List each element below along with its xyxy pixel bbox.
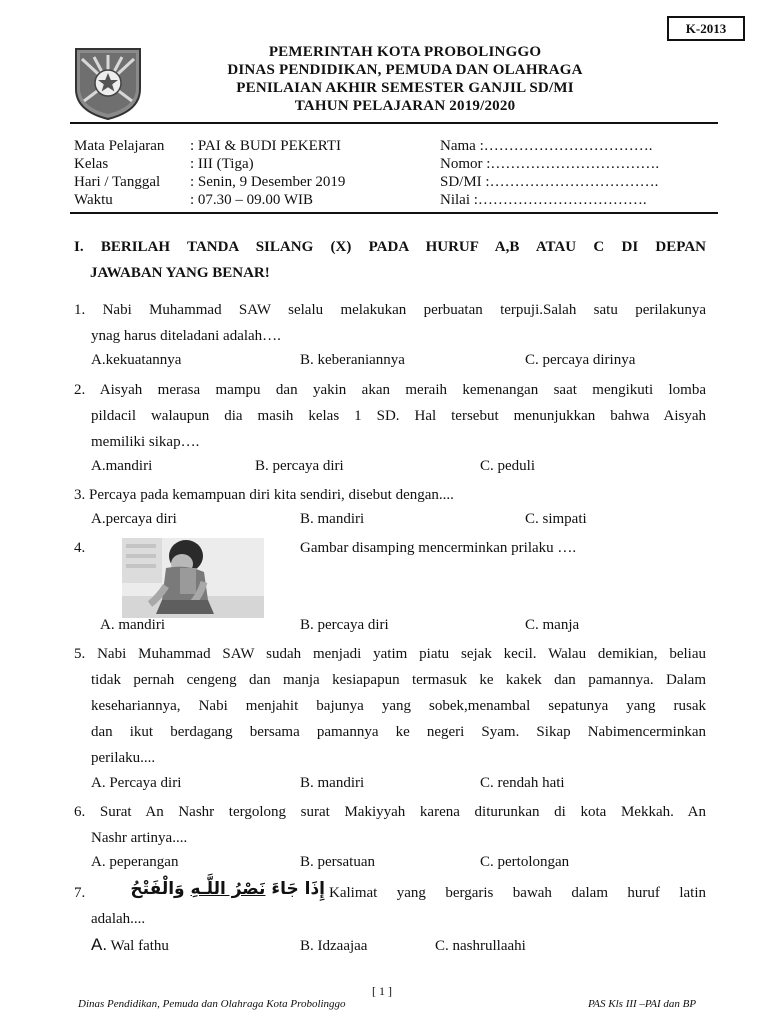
q1-text-line1: 1. Nabi Muhammad SAW selalu melakukan perbuatan terpuji.Salah satu perilakunya: [74, 302, 706, 318]
q6-option-b: B. persatuan: [300, 854, 375, 870]
q2-option-b: B. percaya diri: [255, 458, 344, 474]
city-emblem-logo: [72, 45, 144, 121]
class-label: Kelas: [74, 156, 109, 172]
q3-text: 3. Percaya pada kemampuan diri kita sendiri, disebut dengan....: [74, 487, 454, 503]
q6-option-a: A. peperangan: [91, 854, 179, 870]
child-cleaning-floor-image: [122, 538, 264, 618]
subject-value: : PAI & BUDI PEKERTI: [190, 138, 342, 154]
curriculum-code-label: K-2013: [667, 16, 745, 41]
subject-label: Mata Pelajaran: [74, 138, 165, 154]
q6-text-line1: 6. Surat An Nashr tergolong surat Makiyyah karena diturunkan di kota Mekkah. An: [74, 804, 706, 820]
section-instruction-line1: I. BERILAH TANDA SILANG (X) PADA HURUF A,B ATAU C DI DEPAN: [74, 239, 706, 255]
class-value: : III (Tiga): [190, 156, 254, 172]
q1-option-a: A.kekuatannya: [91, 352, 182, 368]
q4-number: 4.: [74, 540, 86, 556]
q4-option-c: C. manja: [525, 617, 580, 633]
q1-text-line2: ynag harus diteladani adalah….: [91, 328, 281, 344]
q1-option-c: C. percaya dirinya: [525, 352, 636, 368]
q7-number: 7.: [74, 885, 86, 901]
q5-text-line4: dan ikut berdagang bersama pamannya ke negeri Syam. Sikap Nabimencerminkan: [91, 724, 706, 740]
q3-option-a: A.percaya diri: [91, 511, 177, 527]
page-number: [ 1 ]: [372, 984, 392, 998]
q3-option-b: B. mandiri: [300, 511, 365, 527]
q5-text-line5: perilaku....: [91, 750, 156, 766]
info-divider: [70, 212, 718, 214]
q2-text-line3: memiliki sikap….: [91, 434, 200, 450]
header-government: PEMERINTAH KOTA PROBOLINGGO: [268, 44, 542, 60]
q1-option-b: B. keberaniannya: [300, 352, 405, 368]
q6-option-c: C. pertolongan: [480, 854, 570, 870]
q7-text-line2: adalah....: [91, 911, 146, 927]
section-instruction-line2: JAWABAN YANG BENAR!: [90, 265, 270, 281]
q5-text-line2: tidak pernah cengeng dan manja kesiapapun termasuk ke kakek dan pamannya. Dalam: [91, 672, 706, 688]
time-label: Waktu: [74, 192, 113, 208]
q7-option-b: B. Idzaajaa: [300, 938, 368, 954]
q7-option-a-text: Wal fathu: [110, 938, 169, 954]
footer-right: PAS Kls III –PAI dan BP: [588, 998, 697, 1010]
q7-option-c: C. nashrullaahi: [435, 938, 526, 954]
q3-option-c: C. simpati: [525, 511, 587, 527]
q5-option-b: B. mandiri: [300, 775, 365, 791]
header-divider: [70, 122, 718, 124]
q2-option-a: A.mandiri: [91, 458, 153, 474]
q4-option-a: A. mandiri: [100, 617, 165, 633]
q2-option-c: C. peduli: [480, 458, 535, 474]
q7-arabic-post: وَالْفَتْحُ: [130, 879, 191, 899]
header-department: DINAS PENDIDIKAN, PEMUDA DAN OLAHRAGA: [227, 62, 583, 78]
q5-text-line1: 5. Nabi Muhammad SAW sudah menjadi yatim piatu sejak kecil. Walau demikian, beliau: [74, 646, 706, 662]
date-value: : Senin, 9 Desember 2019: [190, 174, 346, 190]
school-field: SD/MI :…………………………….: [440, 174, 659, 190]
number-field: Nomor :…………………………….: [440, 156, 660, 172]
footer-left: Dinas Pendidikan, Pemuda dan Olahraga Kota Probolinggo: [78, 998, 346, 1010]
header-school-year: TAHUN PELAJARAN 2019/2020: [294, 98, 516, 114]
q6-text-line2: Nashr artinya....: [91, 830, 188, 846]
name-field: Nama :…………………………….: [440, 138, 653, 154]
time-value: : 07.30 – 09.00 WIB: [190, 192, 314, 208]
q7-arabic-underlined: نَصْرُ اللَّـهِ: [190, 879, 266, 899]
q7-option-a: [91, 935, 169, 955]
q7-text: Kalimat yang bergaris bawah dalam huruf latin: [329, 885, 706, 901]
q5-text-line3: kesehariannya, Nabi menjahit bajunya yang sobek,menambal sepatunya yang rusak: [91, 698, 706, 714]
q2-text-line1: 2. Aisyah merasa mampu dan yakin akan meraih kemenangan saat mengikuti lomba: [74, 382, 706, 398]
date-label: Hari / Tanggal: [74, 174, 161, 190]
q5-option-c: C. rendah hati: [480, 775, 565, 791]
score-field: Nilai :…………………………….: [440, 192, 647, 208]
q4-option-b: B. percaya diri: [300, 617, 389, 633]
q2-text-line2: pildacil walaupun dia masih kelas 1 SD. Hal tersebut menunjukkan bahwa Aisyah: [91, 408, 706, 424]
q4-text: Gambar disamping mencerminkan prilaku ….: [300, 540, 577, 556]
header-exam-title: PENILAIAN AKHIR SEMESTER GANJIL SD/MI: [236, 80, 574, 96]
q7-arabic-pre: إِذَا جَاءَ: [265, 879, 325, 899]
q7-arabic-verse: [90, 879, 325, 899]
q5-option-a: A. Percaya diri: [91, 775, 182, 791]
q7-option-a-letter: A.: [91, 935, 108, 954]
